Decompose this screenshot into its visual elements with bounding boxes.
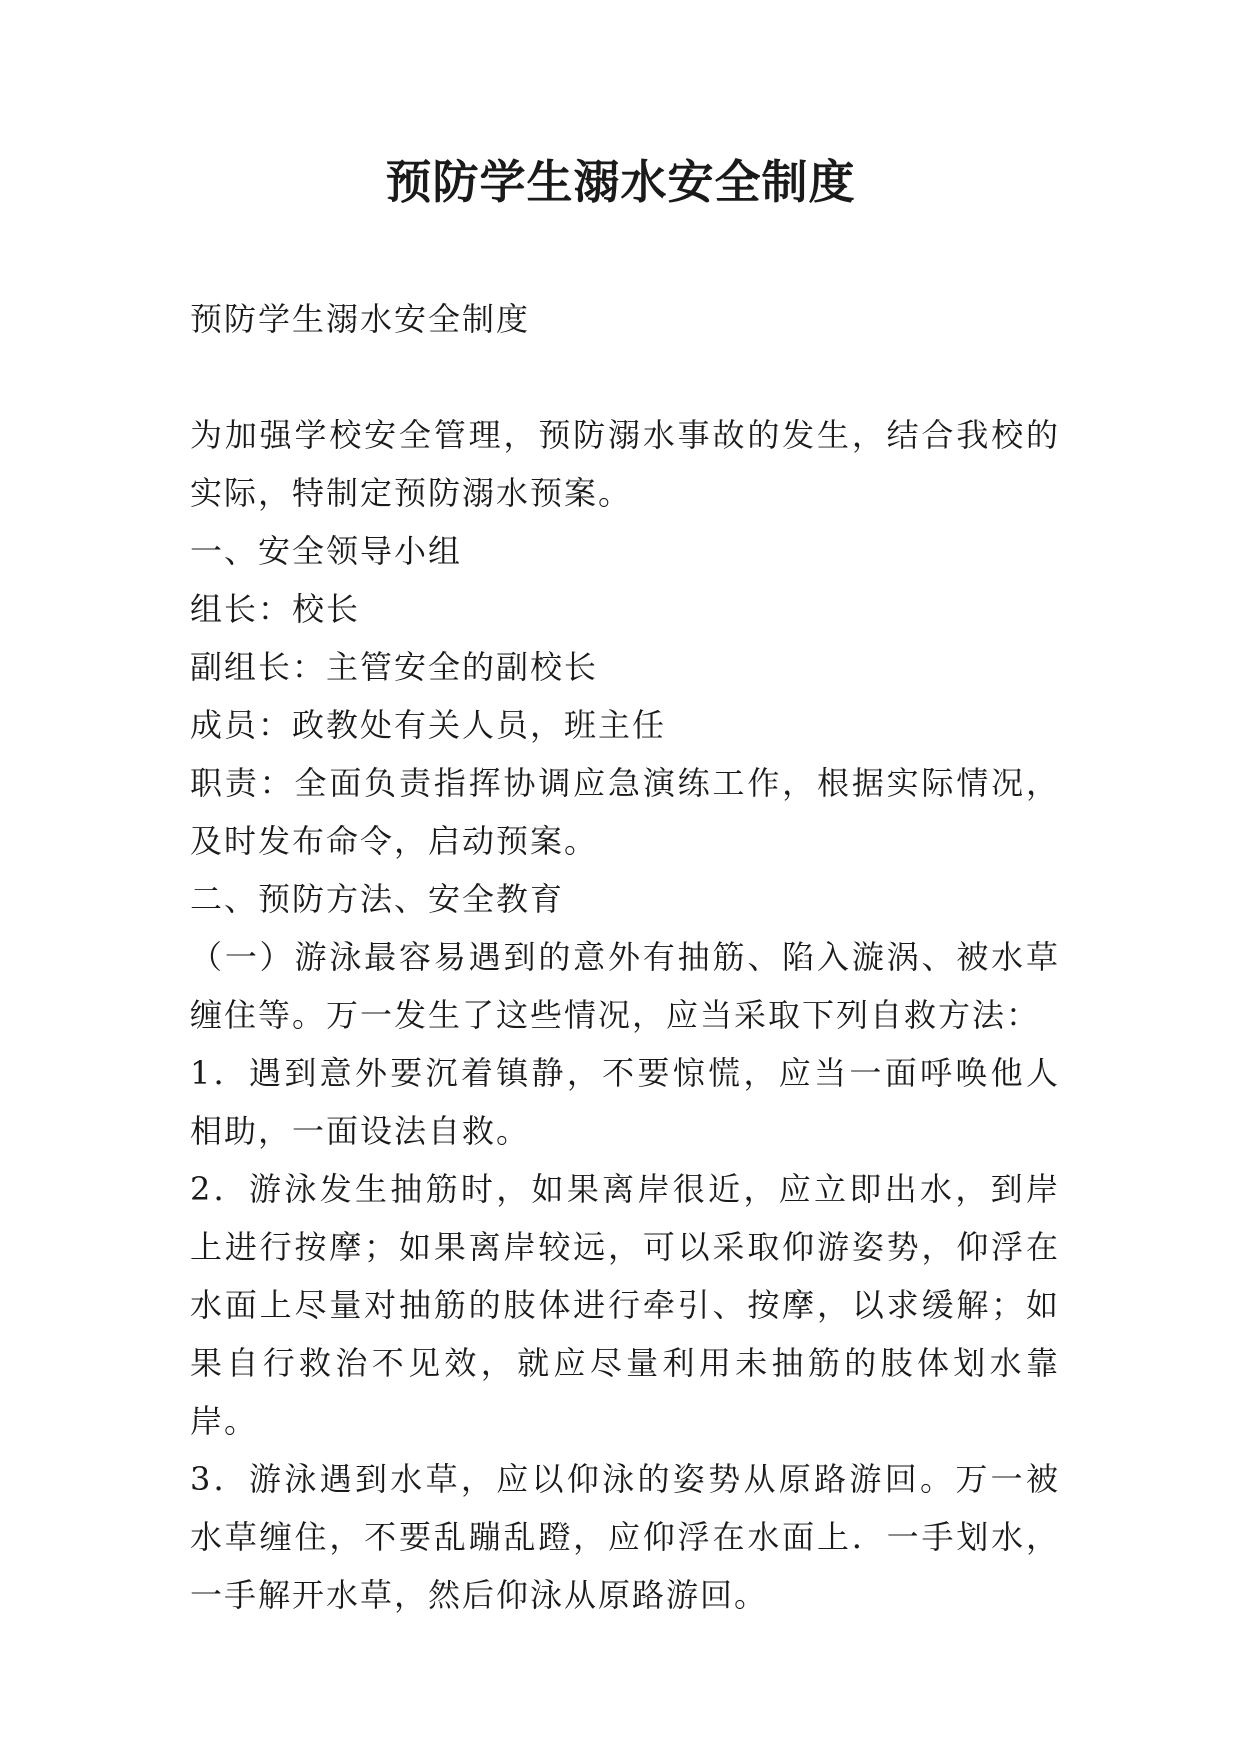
section-heading-leadership: 一、安全领导小组 (190, 532, 463, 570)
section-heading-prevention: 二、预防方法、安全教育 (190, 880, 565, 918)
paragraph-members: 成员：政教处有关人员，班主任 (190, 706, 667, 744)
paragraph-deputy-leader: 副组长：主管安全的副校长 (190, 648, 599, 686)
list-item-3: 3．游泳遇到水草，应以仰泳的姿势从原路游回。万一被水草缠住，不要乱蹦乱蹬，应仰浮在水面上．一手划水，一手解开水草，然后仰泳从原路游回。 (190, 1460, 1060, 1614)
document-subtitle: 预防学生溺水安全制度 (190, 300, 531, 338)
paragraph-leader: 组长：校长 (190, 590, 361, 628)
paragraph-intro: 为加强学校安全管理，预防溺水事故的发生，结合我校的实际，特制定预防溺水预案。 (190, 416, 1060, 512)
document-body (190, 290, 1060, 1624)
paragraph-duties: 职责：全面负责指挥协调应急演练工作，根据实际情况，及时发布命令，启动预案。 (190, 764, 1060, 860)
list-item-1: 1．遇到意外要沉着镇静，不要惊慌，应当一面呼唤他人相助，一面设法自救。 (190, 1054, 1060, 1150)
list-item-2: 2．游泳发生抽筋时，如果离岸很近，应立即出水，到岸上进行按摩；如果离岸较远，可以采取仰游姿势，仰浮在水面上尽量对抽筋的肢体进行牵引、按摩，以求缓解；如果自行救治不见效，就应尽量利用未抽筋的肢体划水靠岸。 (190, 1170, 1060, 1440)
paragraph-accidents: （一）游泳最容易遇到的意外有抽筋、陷入漩涡、被水草缠住等。万一发生了这些情况，应当采取下列自救方法： (190, 938, 1060, 1034)
document-title: 预防学生溺水安全制度 (385, 155, 856, 209)
